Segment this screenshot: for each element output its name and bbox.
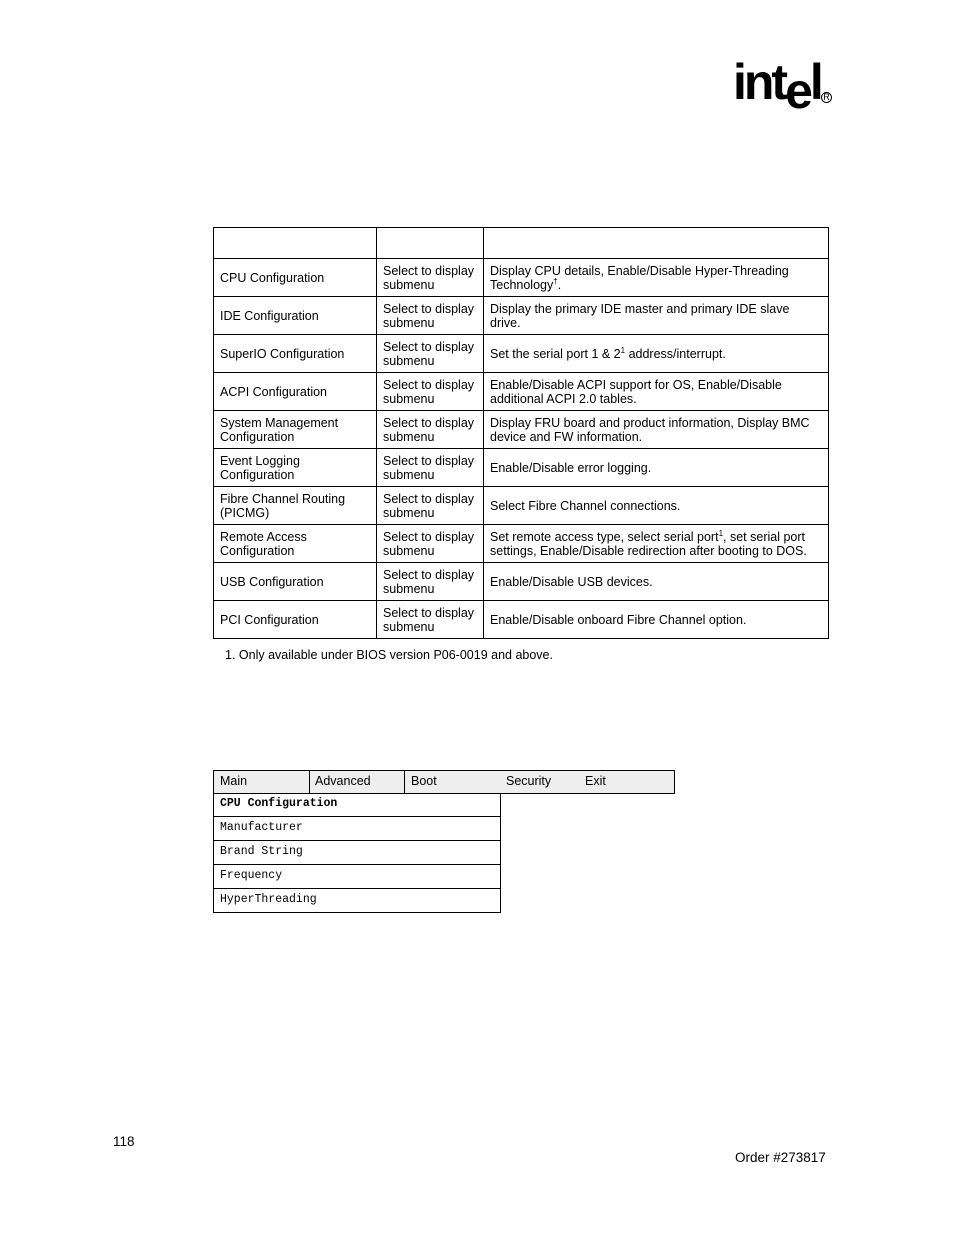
table-row xyxy=(214,297,829,335)
submenu-item-frequency[interactable]: Frequency xyxy=(214,865,500,889)
submenu-item-brand-string[interactable]: Brand String xyxy=(214,841,500,865)
cell-description-tail: . xyxy=(557,277,562,292)
cell-option-text: Select to display submenu xyxy=(383,301,475,330)
table-header-row xyxy=(214,228,829,259)
cell-option xyxy=(377,449,484,487)
cell-description-text: Select Fibre Channel connections. xyxy=(490,498,681,513)
cell-description xyxy=(484,335,829,373)
page-number: 118 xyxy=(113,1134,135,1149)
tab-advanced[interactable]: Advanced xyxy=(309,771,405,793)
table-row xyxy=(214,449,829,487)
cell-description-text: Display CPU details, Enable/Disable Hyper-Threading Technology xyxy=(490,263,789,292)
submenu-item-manufacturer[interactable]: Manufacturer xyxy=(214,817,500,841)
cell-description-text: Enable/Disable USB devices. xyxy=(490,574,653,589)
cell-description xyxy=(484,487,829,525)
cell-description xyxy=(484,601,829,639)
cell-feature-text: Remote Access Configuration xyxy=(220,529,307,558)
cell-option-text: Select to display submenu xyxy=(383,605,475,634)
cell-description xyxy=(484,259,829,297)
intel-logo xyxy=(733,54,833,120)
header-description xyxy=(484,228,829,259)
submenu-item-hyperthreading[interactable]: HyperThreading xyxy=(220,893,317,906)
footnote: 1. Only available under BIOS version P06-0019 and above. xyxy=(225,648,553,662)
cell-feature-text: SuperIO Configuration xyxy=(220,346,345,361)
cell-feature xyxy=(214,601,377,639)
intel-logo-text: intel xyxy=(733,54,821,119)
cell-feature xyxy=(214,411,377,449)
cell-option xyxy=(377,411,484,449)
cell-option-text: Select to display submenu xyxy=(383,263,475,292)
cell-description xyxy=(484,449,829,487)
bios-menu-bar xyxy=(213,770,675,794)
footnote-marker: 1 xyxy=(620,345,626,355)
cell-description-tail: address/interrupt. xyxy=(625,346,726,361)
tab-exit[interactable]: Exit xyxy=(585,774,606,788)
cell-feature-text: CPU Configuration xyxy=(220,270,325,285)
cell-option xyxy=(377,601,484,639)
table-row xyxy=(214,335,829,373)
table-row xyxy=(214,259,829,297)
table-row xyxy=(214,525,829,563)
cell-feature-text: USB Configuration xyxy=(220,574,324,589)
cell-feature-text: IDE Configuration xyxy=(220,308,319,323)
cell-description xyxy=(484,297,829,335)
table-row xyxy=(214,601,829,639)
cell-option xyxy=(377,525,484,563)
cell-description-tail: , set serial port settings, Enable/Disable redirection after booting to DOS. xyxy=(490,529,807,558)
cell-feature xyxy=(214,449,377,487)
cell-description-text: Enable/Disable error logging. xyxy=(490,460,652,475)
table-row xyxy=(214,563,829,601)
cell-description-text: Display the primary IDE master and primary IDE slave drive. xyxy=(490,301,790,330)
cell-option xyxy=(377,259,484,297)
cell-feature-text: ACPI Configuration xyxy=(220,384,328,399)
cell-option-text: Select to display submenu xyxy=(383,529,475,558)
cell-description-text: Display FRU board and product information, Display BMC device and FW information. xyxy=(490,415,810,444)
footnote-marker: 1 xyxy=(718,528,724,538)
table-row xyxy=(214,411,829,449)
cell-feature xyxy=(214,487,377,525)
tab-security[interactable]: Security xyxy=(506,774,552,788)
cell-option-text: Select to display submenu xyxy=(383,567,475,596)
cell-feature xyxy=(214,335,377,373)
cell-option-text: Select to display submenu xyxy=(383,415,475,444)
footnote-marker: † xyxy=(553,276,558,286)
cell-description-text: Set remote access type, select serial port xyxy=(490,529,719,544)
submenu-title: CPU Configuration xyxy=(214,793,500,817)
cell-feature xyxy=(214,525,377,563)
cell-option-text: Select to display submenu xyxy=(383,339,475,368)
table-row xyxy=(214,487,829,525)
cell-feature xyxy=(214,297,377,335)
cell-option xyxy=(377,487,484,525)
cpu-configuration-submenu xyxy=(213,793,501,913)
cell-option xyxy=(377,335,484,373)
order-number: Order #273817 xyxy=(735,1150,826,1165)
cell-feature-text: System Management Configuration xyxy=(220,415,339,444)
cell-feature xyxy=(214,259,377,297)
cell-feature-text: Event Logging Configuration xyxy=(220,453,300,482)
cell-feature xyxy=(214,563,377,601)
advanced-options-table xyxy=(213,227,829,639)
tab-main[interactable]: Main xyxy=(214,771,310,793)
cell-feature-text: PCI Configuration xyxy=(220,612,319,627)
cell-description xyxy=(484,411,829,449)
cell-feature-text: Fibre Channel Routing (PICMG) xyxy=(220,491,346,520)
header-option xyxy=(377,228,484,259)
tab-boot[interactable]: Boot xyxy=(411,774,437,788)
cell-description-text: Enable/Disable onboard Fibre Channel option. xyxy=(490,612,747,627)
cell-option-text: Select to display submenu xyxy=(383,453,475,482)
header-feature xyxy=(214,228,377,259)
cell-option-text: Select to display submenu xyxy=(383,377,475,406)
cell-description-text: Set the serial port 1 & 2 xyxy=(490,346,621,361)
cell-description-text: Enable/Disable ACPI support for OS, Enable/Disable additional ACPI 2.0 tables. xyxy=(490,377,782,406)
cell-option xyxy=(377,297,484,335)
cell-option-text: Select to display submenu xyxy=(383,491,475,520)
cell-description xyxy=(484,373,829,411)
cell-option xyxy=(377,563,484,601)
table-row xyxy=(214,373,829,411)
cell-feature xyxy=(214,373,377,411)
cell-description xyxy=(484,525,829,563)
registered-mark: R xyxy=(821,92,832,103)
cell-description xyxy=(484,563,829,601)
cell-option xyxy=(377,373,484,411)
